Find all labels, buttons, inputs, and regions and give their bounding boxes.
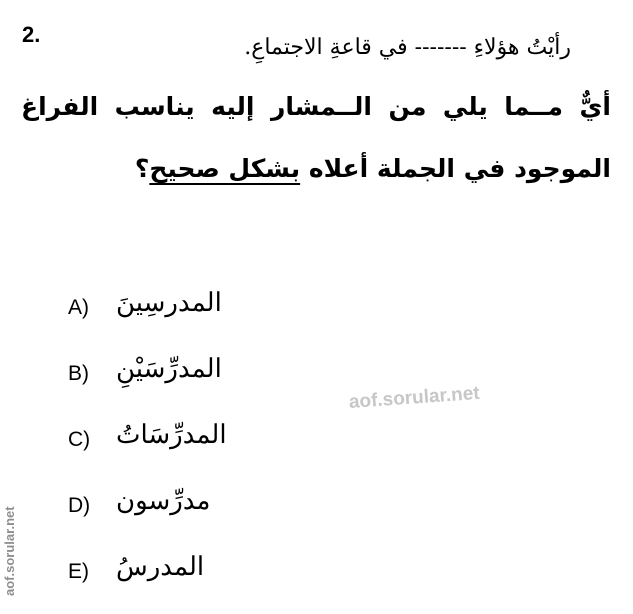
option-letter: C) [68,428,91,451]
prompt-text: أيٌّ مــما يلي من الــمشار إليه يناسب الفراغ الموجود في الجملة أعلاه [21,92,611,183]
option-text: مدرِّسون [116,486,211,516]
option-text: المدرسُ [116,552,205,582]
prompt-question-mark: ؟ [134,154,150,183]
watermark-side: aof.sorular.net [2,506,17,596]
watermark-center: aof.sorular.net [348,382,481,413]
option-text: المدرسِينَ [116,288,222,318]
option-c[interactable] [68,416,368,482]
prompt-underlined-text: بشكل صحيح [149,154,301,183]
option-e[interactable] [68,548,368,614]
answer-options [68,284,368,614]
option-text: المدرِّسَيْنِ [116,354,222,384]
option-b[interactable] [68,350,368,416]
option-text: المدرِّسَاتُ [116,420,227,450]
option-letter: D) [68,494,91,517]
question-number: 2. [22,22,41,47]
question-sentence: رأيْتُ هؤلاءِ ------- في قاعةِ الاجتماعِ. [244,35,571,60]
option-d[interactable] [68,482,368,548]
option-letter: A) [68,296,89,319]
option-letter: B) [68,362,89,385]
question-prompt [21,76,611,200]
option-a[interactable] [68,284,368,350]
option-letter: E) [68,560,89,583]
